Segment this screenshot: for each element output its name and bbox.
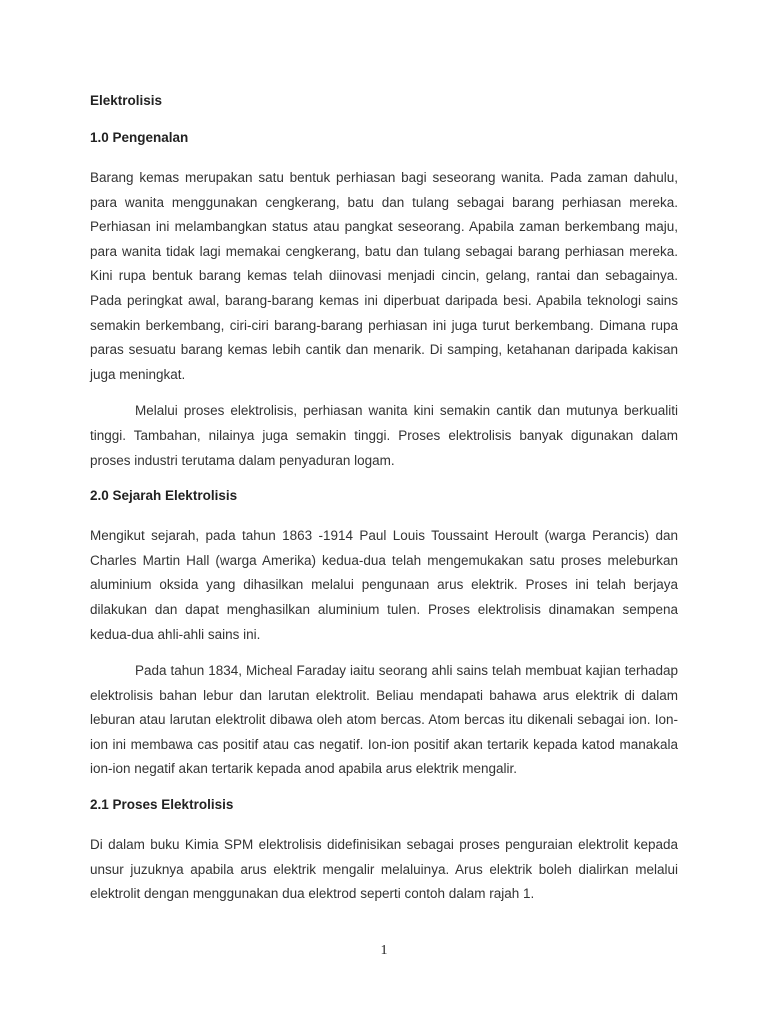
document-body xyxy=(90,92,678,919)
paragraph-pengenalan-2: Melalui proses elektrolisis, perhiasan wanita kini semakin cantik dan mutunya berkualiti tinggi. Tambahan, nilainya juga semakin tinggi. Proses elektrolisis banyak digunakan dalam proses industri terutama dalam penyaduran logam. xyxy=(90,403,678,468)
paragraph-pengenalan-1: Barang kemas merupakan satu bentuk perhiasan bagi seseorang wanita. Pada zaman dahulu, para wanita menggunakan cengkerang, batu dan tulang sebagai barang perhiasan mereka. Perhiasan ini melambangkan status atau pangkat seseorang. Apabila zaman berkembang maju, para wanita tidak lagi memakai cengkerang, batu dan tulang sebagai barang perhiasan mereka. Kini rupa bentuk barang kemas telah diinovasi menjadi cincin, gelang, rantai dan sebagainya. Pada peringkat awal, barang-barang kemas ini diperbuat daripada besi. Apabila teknologi sains semakin berkembang, ciri-ciri barang-barang perhiasan ini juga turut berkembang. Dimana rupa paras sesuatu barang kemas lebih cantik dan menarik. Di samping, ketahanan daripada kakisan juga meningkat. xyxy=(90,170,678,382)
document-title: Elektrolisis xyxy=(90,93,163,108)
paragraph-sejarah-2: Pada tahun 1834, Micheal Faraday iaitu seorang ahli sains telah membuat kajian terhadap elektrolisis bahan lebur dan larutan elektrolit. Beliau mendapati bahawa arus elektrik di dalam leburan atau larutan elektrolit dibawa oleh atom bercas. Atom bercas itu dikenali sebagai ion. Ion-ion ini membawa cas positif atau cas negatif. Ion-ion positif akan tertarik kepada katod manakala ion-ion negatif akan tertarik kepada anod apabila arus elektrik mengalir. xyxy=(90,663,678,777)
paragraph-proses-1: Di dalam buku Kimia SPM elektrolisis didefinisikan sebagai proses penguraian elektrolit kepada unsur juzuknya apabila arus elektrik mengalir melaluinya. Arus elektrik boleh dialirkan melalui elektrolit dengan menggunakan dua elektrod seperti contoh dalam rajah 1. xyxy=(90,837,678,902)
section-heading-sejarah: 2.0 Sejarah Elektrolisis xyxy=(90,488,238,504)
section-heading-proses: 2.1 Proses Elektrolisis xyxy=(90,797,234,813)
page-number: 1 xyxy=(380,943,388,958)
paragraph-sejarah-1: Mengikut sejarah, pada tahun 1863 -1914 Paul Louis Toussaint Heroult (warga Perancis) dan Charles Martin Hall (warga Amerika) kedua-dua telah mengemukakan satu proses meleburkan aluminium oksida yang dihasilkan melalui pengunaan arus elektrik. Proses ini telah berjaya dilakukan dan dapat menghasilkan aluminium tulen. Proses elektrolisis dinamakan sempena kedua-dua ahli-ahli sains ini. xyxy=(90,528,678,642)
section-heading-pengenalan: 1.0 Pengenalan xyxy=(90,130,189,145)
